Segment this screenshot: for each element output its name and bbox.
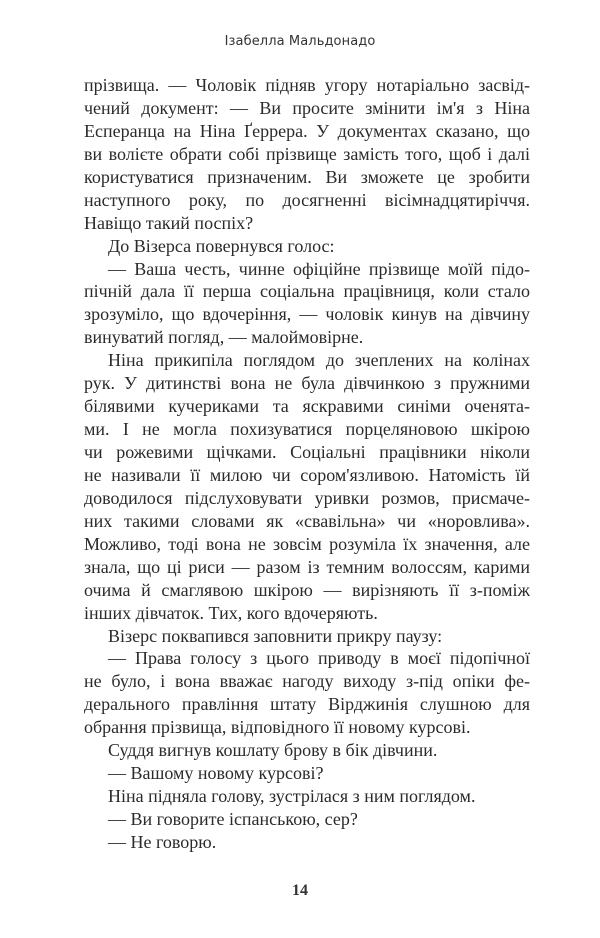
- text-line: пічній дала її перша соціальна працівниця, коли стало: [84, 281, 530, 302]
- text-line: винуватий погляд, — малоймовірне.: [84, 327, 364, 348]
- paragraph: [84, 831, 530, 854]
- text-line: Навіщо такий поспіх?: [84, 212, 254, 233]
- text-line: рук. У дитинстві вона не була дівчинкою з пружними: [84, 373, 530, 394]
- paragraph: [84, 258, 530, 350]
- text-line: Ніна прикипіла поглядом до зчеплених на колінах: [108, 350, 530, 371]
- text-line: знала, що ці риси — разом із темним волоссям, карими: [84, 556, 530, 577]
- text-line: До Візерса повернувся голос:: [108, 235, 335, 256]
- text-line: — Права голосу з цього приводу в моєї підопічної: [108, 648, 530, 669]
- text-line: доводилося підслуховувати уривки розмов, присмаче-: [84, 487, 530, 508]
- text-line: очима й смаглявою шкірою — вирізняють її з-поміж: [84, 579, 530, 600]
- paragraph: [84, 647, 530, 739]
- text-line: прізвища. — Чоловік підняв угору нотаріально засвід-: [84, 75, 530, 95]
- text-line: чи рожевими щічками. Соціальні працівники ніколи: [84, 442, 530, 462]
- text-line: обрання прізвища, відповідного її новому курсові.: [84, 717, 471, 738]
- text-line: не було, і вона вважає нагоду виходу з-під опіки фе-: [84, 671, 530, 692]
- text-line: ви волієте обрати собі прізвище замість того, щоб і далі: [84, 143, 530, 164]
- text-line: — Ви говорите іспанською, сер?: [108, 809, 358, 829]
- text-line: не називали її милою чи сором'язливою. Натомість їй: [84, 464, 530, 485]
- text-line: наступного року, по досягненні вісімнадцятиріччя.: [84, 189, 530, 210]
- text-line: — Ваша честь, чинне офіційне прізвище моїй підо-: [108, 258, 530, 279]
- text-line: ми. І не могла похизуватися порцеляновою шкірою: [84, 419, 530, 440]
- paragraph: [84, 785, 530, 808]
- text-line: чений документ: — Ви просите змінити ім'я з Ніна: [84, 97, 530, 118]
- page-number: 14: [292, 882, 308, 899]
- text-line: Можливо, тоді вона не зовсім розуміла їх значення, але: [84, 533, 530, 554]
- text-line: Есперанца на Ніна Ґеррера. У документах сказано, що: [84, 120, 530, 141]
- text-line: — Вашому новому курсові?: [108, 763, 324, 784]
- text-line: дерального правління штату Вірджинія слушною для: [84, 694, 530, 715]
- paragraph: [84, 762, 530, 785]
- paragraph: [84, 625, 530, 648]
- paragraph: [84, 739, 530, 762]
- page-body-text: [84, 74, 530, 854]
- text-line: зрозуміло, що вдочеріння, — чоловік кинув на дівчину: [84, 304, 530, 325]
- text-line: — Не говорю.: [108, 831, 217, 852]
- paragraph: [84, 235, 530, 258]
- paragraph: [84, 74, 530, 235]
- paragraph: [84, 808, 530, 831]
- running-header: Ізабелла Мальдонадо: [224, 34, 376, 49]
- text-line: Суддя вигнув кошлату брову в бік дівчини.: [108, 740, 438, 761]
- text-line: інших дівчаток. Тих, кого вдочеряють.: [84, 602, 378, 623]
- text-line: них такими словами як «свавільна» чи «норовлива».: [84, 510, 530, 531]
- text-line: Ніна підняла голову, зустрілася з ним поглядом.: [108, 786, 476, 807]
- paragraph: [84, 349, 530, 624]
- text-line: користуватися призначеним. Ви зможете це зробити: [84, 166, 530, 187]
- text-line: Візерс поквапився заповнити прикру паузу:: [108, 625, 443, 646]
- text-line: білявими кучериками та яскравими синіми оченята-: [84, 396, 530, 417]
